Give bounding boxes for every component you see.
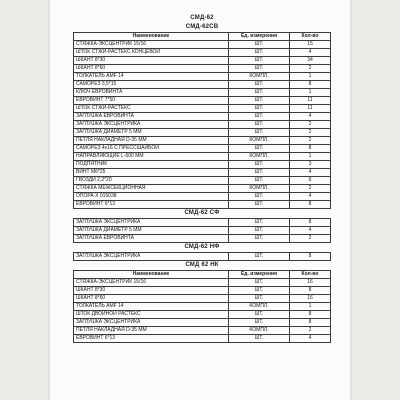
section-title: СМД 62 НК xyxy=(185,262,219,268)
item-name: ЗАГЛУШКА ЕВРОВИНТА xyxy=(74,113,229,121)
table-row xyxy=(74,327,331,335)
item-qty: 8 xyxy=(290,253,331,261)
item-qty: 3 xyxy=(290,161,331,169)
item-qty: 4 xyxy=(290,113,331,121)
parts-table xyxy=(73,32,331,209)
header-qty: Кол-во xyxy=(290,271,331,279)
table-row xyxy=(74,185,331,193)
item-unit: ШТ. xyxy=(229,161,290,169)
item-unit: КОМПЛ. xyxy=(229,327,290,335)
table-row xyxy=(74,65,331,73)
table-row xyxy=(74,177,331,185)
table-row xyxy=(74,49,331,57)
item-name: ШКАНТ 8*30 xyxy=(74,287,229,295)
item-qty: 8 xyxy=(290,319,331,327)
table-row xyxy=(74,161,331,169)
table-row xyxy=(74,153,331,161)
item-qty: 8 xyxy=(290,219,331,227)
table-row xyxy=(74,303,331,311)
table-header-row xyxy=(74,271,331,279)
item-qty: 1 xyxy=(290,303,331,311)
item-qty: 8 xyxy=(290,145,331,153)
item-name: ОПОРА X 015038 xyxy=(74,193,229,201)
item-unit: ШТ. xyxy=(229,81,290,89)
item-qty: 8 xyxy=(290,287,331,295)
item-name: СТЯЖКА МЕЖСЕКЦИОННАЯ xyxy=(74,185,229,193)
item-unit: ШТ. xyxy=(229,279,290,287)
item-name: ЗАГЛУШКА ЭКСЦЕНТРИКА xyxy=(74,219,229,227)
item-unit: ШТ. xyxy=(229,49,290,57)
table-row xyxy=(74,73,331,81)
item-name: ЗАГЛУШКА ЭКСЦЕНТРИКА xyxy=(74,253,229,261)
item-qty: 4 xyxy=(290,49,331,57)
item-qty: 8 xyxy=(290,81,331,89)
table-row xyxy=(74,89,331,97)
table-row xyxy=(74,105,331,113)
item-name: ЗАГЛУШКА ЭКСЦЕНТРИКА xyxy=(74,319,229,327)
item-qty: 2 xyxy=(290,235,331,243)
item-unit: ШТ. xyxy=(229,65,290,73)
item-name: ШКАНТ 8*30 xyxy=(74,57,229,65)
item-unit: ШТ. xyxy=(229,235,290,243)
item-qty: 2 xyxy=(290,129,331,137)
item-unit: КОМПЛ. xyxy=(229,153,290,161)
table-row xyxy=(74,253,331,261)
section-title: СМД-62 НФ xyxy=(184,244,220,250)
document-page xyxy=(50,0,350,400)
section-title: СМД-62СВ xyxy=(185,24,219,30)
item-name: ТОЛКАТЕЛЬ АМF 14 xyxy=(74,73,229,81)
table-row xyxy=(74,145,331,153)
table-row xyxy=(74,81,331,89)
table-row xyxy=(74,169,331,177)
item-unit: ШТ. xyxy=(229,97,290,105)
item-name: ПОДПЯТНИК xyxy=(74,161,229,169)
item-unit: ШТ. xyxy=(229,121,290,129)
item-name: ГВОЗДИ 2,2*20 xyxy=(74,177,229,185)
item-qty: 1 xyxy=(290,73,331,81)
table-row xyxy=(74,41,331,49)
item-name: СТЯЖКА-ЭКСЦЕНТРИК 15/16 xyxy=(74,279,229,287)
document-title: СМД-62 xyxy=(190,15,214,21)
item-unit: КОМПЛ. xyxy=(229,185,290,193)
item-qty: 11 xyxy=(290,97,331,105)
item-unit: ШТ. xyxy=(229,311,290,319)
item-qty: 2 xyxy=(290,121,331,129)
item-qty: 4 xyxy=(290,169,331,177)
item-qty: 8 xyxy=(290,201,331,209)
item-unit: ШТ. xyxy=(229,177,290,185)
item-qty: 6 xyxy=(290,177,331,185)
item-unit: КОМПЛ. xyxy=(229,137,290,145)
item-unit: ШТ. xyxy=(229,287,290,295)
table-row xyxy=(74,193,331,201)
table-row xyxy=(74,335,331,343)
table-row xyxy=(74,129,331,137)
table-row xyxy=(74,227,331,235)
item-name: ЗАГЛУШКА ДИАМЕТР 5 ММ xyxy=(74,129,229,137)
table-row xyxy=(74,57,331,65)
item-name: КЛЮЧ ЕВРОВИНТА xyxy=(74,89,229,97)
table-row xyxy=(74,97,331,105)
item-qty: 8 xyxy=(290,311,331,319)
item-name: ШКАНТ 8*60 xyxy=(74,65,229,73)
item-qty: 11 xyxy=(290,105,331,113)
item-name: ПЕТЛЯ НАКЛАДНАЯ D-35 ММ xyxy=(74,327,229,335)
item-name: СТЯЖКА-ЭКСЦЕНТРИК 15/16 xyxy=(74,41,229,49)
table-row xyxy=(74,311,331,319)
header-unit: Ед. измерения xyxy=(229,33,290,41)
item-qty: 1 xyxy=(290,153,331,161)
table-row xyxy=(74,287,331,295)
table-row xyxy=(74,295,331,303)
item-unit: ШТ. xyxy=(229,335,290,343)
item-unit: ШТ. xyxy=(229,145,290,153)
item-qty: 2 xyxy=(290,65,331,73)
item-qty: 16 xyxy=(290,279,331,287)
item-unit: ШТ. xyxy=(229,169,290,177)
table-header-row xyxy=(74,33,331,41)
table-row xyxy=(74,319,331,327)
table-row xyxy=(74,201,331,209)
table-row xyxy=(74,219,331,227)
item-name: ШКАНТ 8*60 xyxy=(74,295,229,303)
parts-table xyxy=(73,270,331,343)
item-name: ЕВРОВИНТ 6*13 xyxy=(74,335,229,343)
item-unit: ШТ. xyxy=(229,41,290,49)
header-name: Наименование xyxy=(74,271,229,279)
item-qty: 4 xyxy=(290,335,331,343)
item-qty: 15 xyxy=(290,41,331,49)
item-name: ШТОК ДВОЙНОЙ РАСТЕКС xyxy=(74,311,229,319)
header-name: Наименование xyxy=(74,33,229,41)
header-unit: Ед. измерения xyxy=(229,271,290,279)
item-unit: ШТ. xyxy=(229,219,290,227)
item-unit: ШТ. xyxy=(229,105,290,113)
item-qty: 4 xyxy=(290,193,331,201)
item-unit: ШТ. xyxy=(229,113,290,121)
item-unit: ШТ. xyxy=(229,57,290,65)
item-name: ТОЛКАТЕЛЬ АМF 14 xyxy=(74,303,229,311)
item-unit: ШТ. xyxy=(229,201,290,209)
table-row xyxy=(74,121,331,129)
item-qty: 4 xyxy=(290,227,331,235)
item-name: САМОРЕЗ 3,5*15 xyxy=(74,81,229,89)
item-name: ЗАГЛУШКА ЕВРОВИНТА xyxy=(74,235,229,243)
item-qty: 2 xyxy=(290,137,331,145)
item-name: ВИНТ М6*25 xyxy=(74,169,229,177)
item-unit: ШТ. xyxy=(229,193,290,201)
parts-table xyxy=(73,252,331,261)
item-unit: КОМПЛ. xyxy=(229,303,290,311)
item-name: ЗАГЛУШКА ДИАМЕТР 5 ММ xyxy=(74,227,229,235)
table-row xyxy=(74,113,331,121)
item-qty: 2 xyxy=(290,327,331,335)
table-row xyxy=(74,137,331,145)
item-unit: ШТ. xyxy=(229,319,290,327)
item-qty: 1 xyxy=(290,89,331,97)
parts-table xyxy=(73,218,331,243)
item-unit: ШТ. xyxy=(229,295,290,303)
parts-list xyxy=(73,14,331,343)
item-qty: 2 xyxy=(290,185,331,193)
table-row xyxy=(74,235,331,243)
item-unit: ШТ. xyxy=(229,253,290,261)
item-name: ЗАГЛУШКА ЭКСЦЕНТРИКА xyxy=(74,121,229,129)
item-name: ПЕТЛЯ НАКЛАДНАЯ D-35 ММ xyxy=(74,137,229,145)
table-row xyxy=(74,279,331,287)
item-name: ШТОК СТЖИ-РАСТЕКС xyxy=(74,105,229,113)
sections-container xyxy=(73,23,331,343)
item-unit: ШТ. xyxy=(229,227,290,235)
item-name: САМОРЕЗ 4х16 С ПРЕССШАЙБОЙ xyxy=(74,145,229,153)
item-name: НАПРАВЛЯЮЩИЕ L-500 ММ xyxy=(74,153,229,161)
item-qty: 16 xyxy=(290,295,331,303)
header-qty: Кол-во xyxy=(290,33,331,41)
item-unit: ШТ. xyxy=(229,129,290,137)
section-title: СМД-62 СФ xyxy=(184,210,220,216)
item-unit: КОМПЛ. xyxy=(229,73,290,81)
item-name: ЕВРОВИНТ 6*13 xyxy=(74,201,229,209)
item-unit: ШТ. xyxy=(229,89,290,97)
item-name: ШТОК СТЖИ-РАСТЕКС КОНЦЕВОЙ xyxy=(74,49,229,57)
item-name: ЕВРОВИНТ 7*50 xyxy=(74,97,229,105)
item-qty: 34 xyxy=(290,57,331,65)
